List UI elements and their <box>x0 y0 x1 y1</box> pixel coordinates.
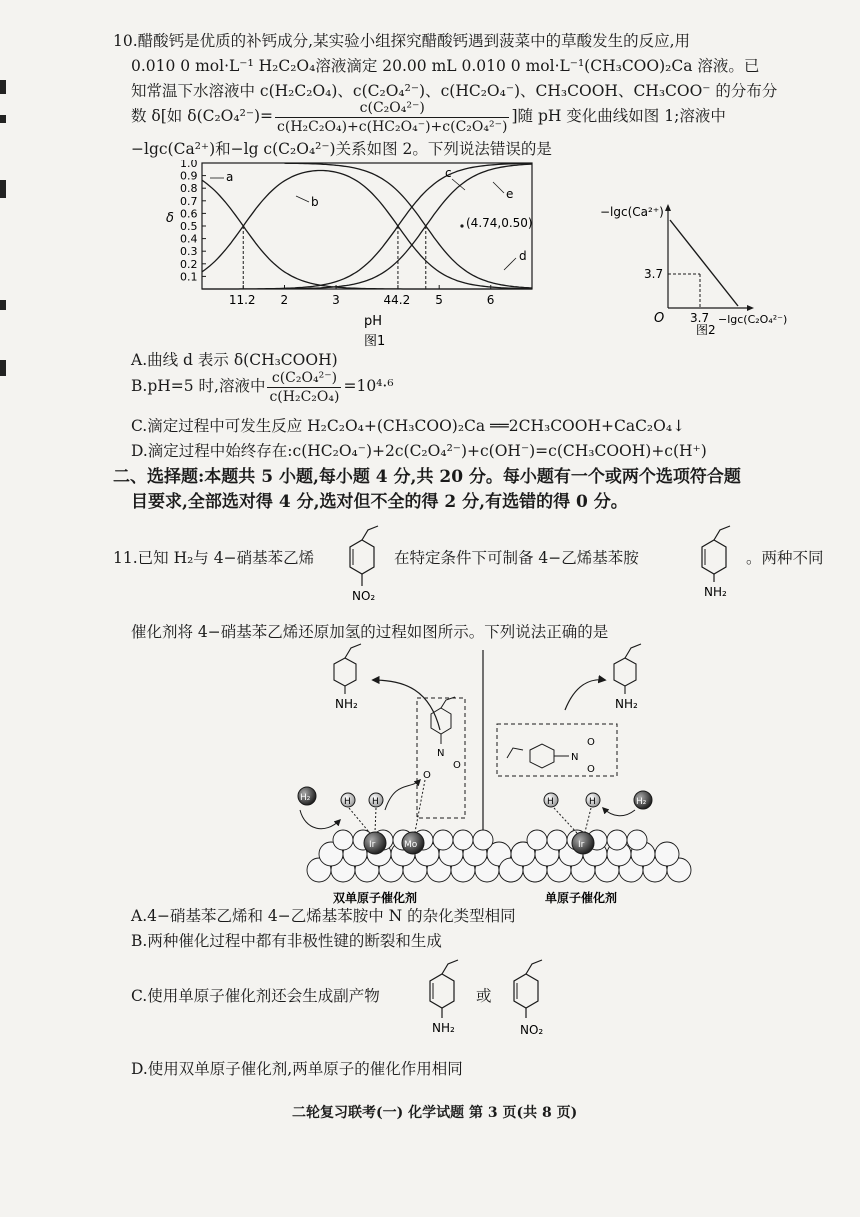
fig2-caption: 图2 <box>696 323 716 335</box>
fig1-xtick-label: 6 <box>486 293 495 307</box>
fig1-caption: 图1 <box>364 334 386 349</box>
q11-line1a: 11.已知 H₂与 4−硝基苯乙烯 <box>113 549 315 567</box>
fig1-ylabel: δ <box>166 211 174 226</box>
q11-line1b: 在特定条件下可制备 4−乙烯基苯胺 <box>394 549 639 567</box>
q10-line1: 10.醋酸钙是优质的补钙成分,某实验小组探究醋酸钙遇到菠菜中的草酸发生的反应,用 <box>113 32 691 50</box>
q11-option-c <box>131 986 380 1006</box>
q11-option-c-text: C.使用单原子催化剂还会生成副产物 <box>131 987 380 1005</box>
delta-fraction <box>275 99 509 136</box>
option-b-num: c(C₂O₄²⁻) <box>267 369 341 388</box>
option-b-den: c(H₂C₂O₄) <box>269 388 340 405</box>
q11-line1c: 。两种不同 <box>746 549 824 567</box>
fig1-ytick-label: 0.8 <box>180 182 198 196</box>
fig2-origin: O <box>654 311 665 326</box>
curve-label-a: a <box>226 170 234 184</box>
left-h-label-2: H <box>372 797 379 807</box>
surface-atom <box>333 830 353 850</box>
q10-line4 <box>131 96 726 136</box>
left-h-label-1: H <box>344 797 351 807</box>
nitrostyrene-structure <box>338 516 390 616</box>
fig1-ytick-label: 0.5 <box>180 220 198 233</box>
fig1-ytick-label: 1.0 <box>180 160 198 170</box>
fig1-ytick-label: 0.7 <box>180 194 198 208</box>
surface-atom <box>655 842 679 866</box>
left-mo-label: Mo <box>404 840 418 850</box>
byproduct-ethylaniline <box>418 950 468 1050</box>
q10-option-c: C.滴定过程中可发生反应 H₂C₂O₄+(CH₃COO)₂Ca ══2CH₃COOH+CaC₂O₄↓ <box>131 417 686 435</box>
nitro-group-label: NO₂ <box>352 589 376 603</box>
fig1-ytick-label: 0.2 <box>180 257 198 271</box>
right-nh2-label: NH₂ <box>615 697 638 711</box>
curve-label-e: e <box>506 187 514 201</box>
left-nh2-label: NH₂ <box>335 697 358 711</box>
fig1-xtick-label: 3 <box>332 293 340 307</box>
fig1-curve-a <box>202 180 532 289</box>
byproduct2-no2: NO₂ <box>520 1023 544 1037</box>
q10-line3: 知常温下水溶液中 c(H₂C₂O₄)、c(C₂O₄²⁻)、c(HC₂O₄⁻)、CH₃COOH、CH₃COO⁻ 的分布分 <box>131 82 778 100</box>
q11-line2: 催化剂将 4−硝基苯乙烯还原加氢的过程如图所示。下列说法正确的是 <box>131 623 609 641</box>
fig1-labels <box>210 166 533 270</box>
q10-option-b-post: =10⁴·⁶ <box>343 377 394 395</box>
surface-atom <box>547 830 567 850</box>
fig2-ylabel: −lgc(Ca²⁺) <box>600 205 664 219</box>
caption-dual: 双单原子催化剂 <box>333 891 418 905</box>
right-o2-label: O <box>587 764 595 775</box>
right-n-label: N <box>571 752 579 763</box>
fig2-line <box>670 220 738 306</box>
curve-label-b: b <box>311 195 319 209</box>
right-ir-label: Ir <box>578 840 585 850</box>
right-o1-label: O <box>587 737 595 748</box>
q10-line5: −lgc(Ca²⁺)和−lg c(C₂O₄²⁻)关系如图 2。下列说法错误的是 <box>131 140 552 158</box>
fig1-ytick-label: 0.1 <box>180 270 198 284</box>
fig1-xtick-label: 11.2 <box>228 293 256 307</box>
right-h2-label: H₂ <box>636 797 647 807</box>
curve-label-c: c <box>445 166 452 180</box>
curve-label-d: d <box>519 249 527 263</box>
right-h-label-2: H <box>589 797 596 807</box>
surface-atom <box>433 830 453 850</box>
fig1-xtick-label: 2 <box>280 293 289 307</box>
surface-atom <box>527 830 547 850</box>
fig1-dashes <box>243 226 426 289</box>
byproduct1-nh2: NH₂ <box>432 1021 455 1035</box>
q10-option-b <box>131 366 394 406</box>
surface-atom <box>607 830 627 850</box>
figure2-chart <box>600 200 800 335</box>
fig1-ytick-label: 0.4 <box>180 232 198 246</box>
right-h-label-1: H <box>547 797 554 807</box>
delta-fraction-den: c(H₂C₂O₄)+c(HC₂O₄⁻)+c(C₂O₄²⁻) <box>277 118 508 135</box>
surface-atom <box>473 830 493 850</box>
fig2-xlabel: −lgc(C₂O₄²⁻) <box>718 313 788 326</box>
byproduct-ethylnitrobenzene <box>502 950 562 1050</box>
right-catalyst-surface <box>499 830 691 882</box>
q10-line4-pre: 数 δ[如 δ(C₂O₄²⁻)= <box>131 107 274 125</box>
fig2-xtick: 3.7 <box>690 311 710 325</box>
q10-line4-post: ]随 pH 变化曲线如图 1;溶液中 <box>511 107 726 125</box>
amino-group-label: NH₂ <box>704 585 727 599</box>
catalysis-figure <box>245 640 695 910</box>
left-o2-label: O <box>453 760 461 771</box>
surface-atom <box>453 830 473 850</box>
section2-line1: 二、选择题:本题共 5 小题,每小题 4 分,共 20 分。每小题有一个或两个选项符合题 <box>113 467 741 487</box>
fig1-ytick-label: 0.9 <box>180 169 198 183</box>
q10-option-a: A.曲线 d 表示 δ(CH₃COOH) <box>131 351 338 369</box>
caption-single: 单原子催化剂 <box>545 891 618 905</box>
fig1-ytick-label: 0.6 <box>180 207 198 221</box>
q11-option-c-or: 或 <box>476 987 492 1005</box>
surface-atom <box>627 830 647 850</box>
section2-line2: 目要求,全部选对得 4 分,选对但不全的得 2 分,有选错的得 0 分。 <box>131 492 628 512</box>
option-b-fraction <box>267 369 341 406</box>
q11-option-a: A.4−硝基苯乙烯和 4−乙烯基苯胺中 N 的杂化类型相同 <box>131 907 516 925</box>
delta-fraction-num: c(C₂O₄²⁻) <box>275 99 509 118</box>
left-h2-label: H₂ <box>300 793 311 803</box>
fig1-ytick-label: 0.3 <box>180 245 198 259</box>
fig2-ytick: 3.7 <box>644 267 664 281</box>
point-label: (4.74,0.50) <box>466 216 533 230</box>
right-product-aniline <box>614 644 641 711</box>
q11-option-b: B.两种催化过程中都有非极性键的断裂和生成 <box>131 932 442 950</box>
vinylaniline-structure <box>690 516 742 616</box>
page-footer: 二轮复习联考(一) 化学试题 第 3 页(共 8 页) <box>292 1105 578 1121</box>
left-o1-label: O <box>423 770 431 781</box>
scan-binding-marks <box>0 60 10 420</box>
q10-option-d: D.滴定过程中始终存在:c(HC₂O₄⁻)+2c(C₂O₄²⁻)+c(OH⁻)=c(CH₃COOH)+c(H⁺) <box>131 442 707 460</box>
q11-option-d: D.使用双单原子催化剂,两单原子的催化作用相同 <box>131 1060 463 1078</box>
q10-line2: 0.010 0 mol·L⁻¹ H₂C₂O₄溶液滴定 20.00 mL 0.010 0 mol·L⁻¹(CH₃COO)₂Ca 溶液。已 <box>131 57 760 75</box>
left-ir-label: Ir <box>369 840 376 850</box>
q10-option-b-pre: B.pH=5 时,溶液中 <box>131 377 266 395</box>
left-product-aniline <box>334 644 361 711</box>
left-n-label: N <box>437 748 445 759</box>
fig1-xtick-label: 44.2 <box>383 293 411 307</box>
figure1-chart <box>160 160 550 350</box>
fig1-xtick-label: 5 <box>435 293 443 307</box>
fig1-xlabel: pH <box>364 314 383 329</box>
